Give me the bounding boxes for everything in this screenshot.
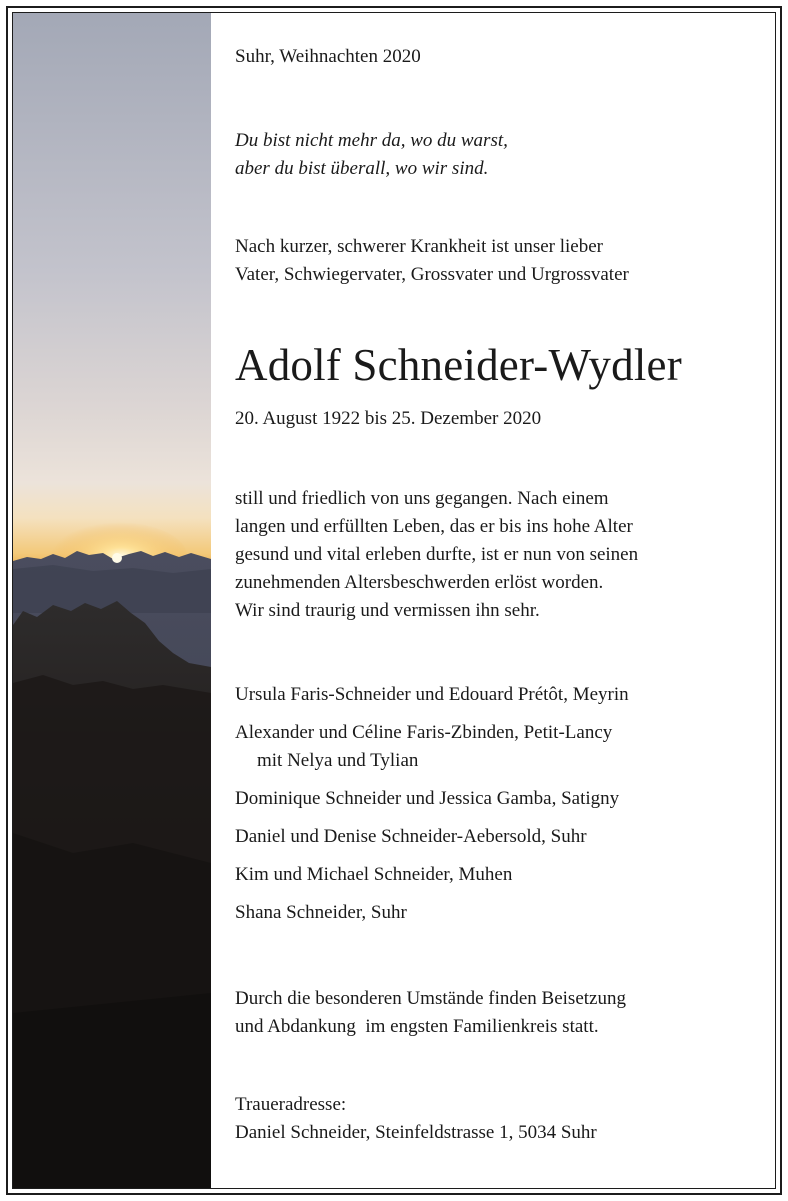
list-item xyxy=(235,823,629,851)
obituary-card xyxy=(12,12,776,1189)
body-line: langen und erfüllten Leben, das er bis ins hohe Alter xyxy=(235,516,633,537)
mourner-name: Daniel und Denise Schneider-Aebersold, Suhr xyxy=(235,826,587,847)
obituary-text xyxy=(235,13,765,1188)
mourning-address: Daniel Schneider, Steinfeldstrasse 1, 5034 Suhr xyxy=(235,1122,597,1143)
ceremony-notice xyxy=(235,985,626,1041)
list-item xyxy=(235,719,629,775)
address-label: Traueradresse: xyxy=(235,1094,347,1115)
notice-line: und Abdankung im engsten Familienkreis statt. xyxy=(235,1016,599,1037)
quote-line: aber du bist überall, wo wir sind. xyxy=(235,158,489,179)
mourner-name: Dominique Schneider und Jessica Gamba, Satigny xyxy=(235,788,620,809)
list-item xyxy=(235,681,629,709)
mourner-name: Shana Schneider, Suhr xyxy=(235,902,407,923)
mourners-list xyxy=(235,681,629,937)
body-line: gesund und vital erleben durfte, ist er nun von seinen xyxy=(235,544,639,565)
mourner-name: Ursula Faris-Schneider und Edouard Prétôt, Meyrin xyxy=(235,684,629,705)
body-text xyxy=(235,485,638,625)
deceased-name: Adolf Schneider-Wydler xyxy=(235,340,682,390)
place-date: Suhr, Weihnachten 2020 xyxy=(235,46,421,67)
body-line: Wir sind traurig und vermissen ihn sehr. xyxy=(235,600,540,621)
mourner-name: Alexander und Céline Faris-Zbinden, Petit-Lancy xyxy=(235,722,613,743)
intro-text xyxy=(235,233,629,289)
body-line: zunehmenden Altersbeschwerden erlöst worden. xyxy=(235,572,604,593)
intro-line: Vater, Schwiegervater, Grossvater und Urgrossvater xyxy=(235,264,629,285)
body-line: still und friedlich von uns gegangen. Nach einem xyxy=(235,488,609,509)
quote-line: Du bist nicht mehr da, wo du warst, xyxy=(235,130,508,151)
list-item xyxy=(235,861,629,889)
mourner-name: Kim und Michael Schneider, Muhen xyxy=(235,864,513,885)
list-item xyxy=(235,785,629,813)
quote xyxy=(235,127,508,183)
sunset-mountain-photo xyxy=(13,13,211,1188)
intro-line: Nach kurzer, schwerer Krankheit ist unser lieber xyxy=(235,236,603,257)
mourner-sub: mit Nelya und Tylian xyxy=(257,750,419,771)
list-item xyxy=(235,899,629,927)
life-dates: 20. August 1922 bis 25. Dezember 2020 xyxy=(235,408,542,429)
notice-line: Durch die besonderen Umstände finden Beisetzung xyxy=(235,988,626,1009)
